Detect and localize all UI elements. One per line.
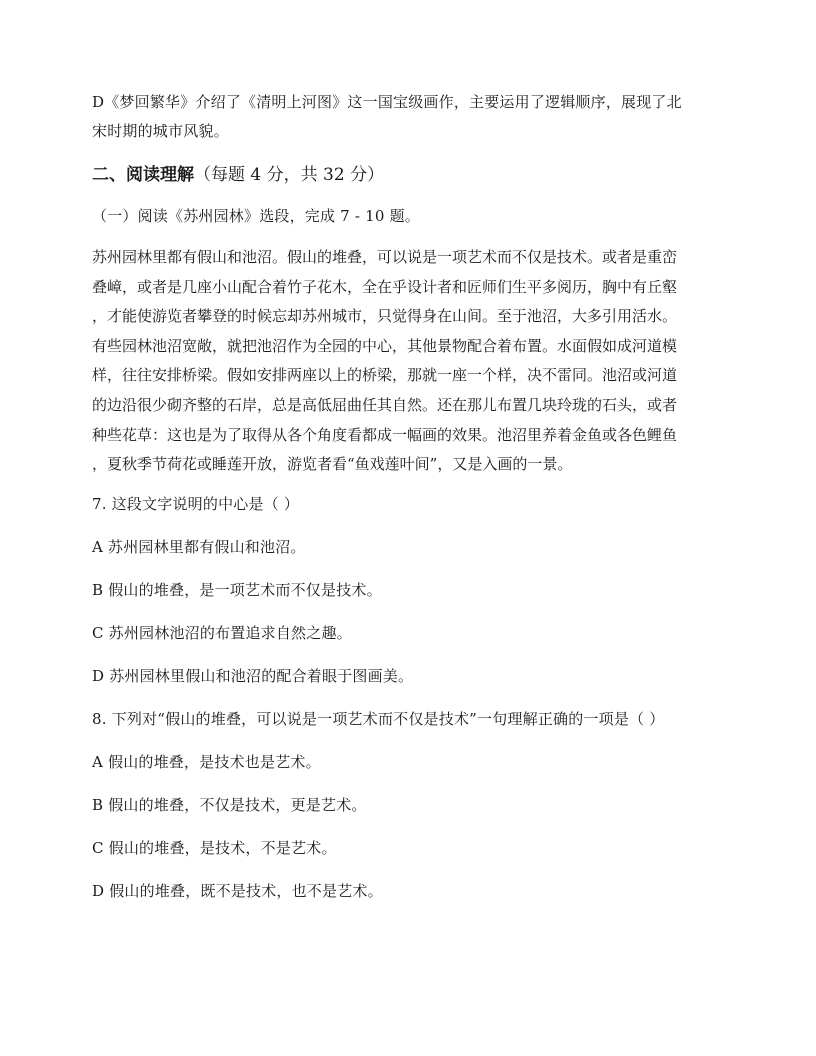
document-page xyxy=(92,88,724,920)
section-title: 二、阅读理解 xyxy=(92,165,194,185)
question-option: B 假山的堆叠，不仅是技术，更是艺术。 xyxy=(92,795,367,814)
question-option: A 假山的堆叠，是技术也是艺术。 xyxy=(92,752,321,771)
passage-line: 叠嶂，或者是几座小山配合着竹子花木，全在乎设计者和匠师们生平多阅历，胸中有丘壑 xyxy=(92,277,678,296)
previous-option-d xyxy=(92,88,724,146)
passage-line: 有些园林池沼宽敞，就把池沼作为全园的中心，其他景物配合着布置。水面假如成河道模 xyxy=(92,336,678,355)
passage-line: ，才能使游览者攀登的时候忘却苏州城市，只觉得身在山间。至于池沼，大多引用活水。 xyxy=(92,307,678,326)
passage-line: 的边沿很少砌齐整的石岸，总是高低屈曲任其自然。还在那儿布置几块玲珑的石头，或者 xyxy=(92,395,678,414)
section-score-note: （每题 4 分，共 32 分） xyxy=(194,165,385,185)
passage xyxy=(92,243,724,480)
question-option: A 苏州园林里都有假山和池沼。 xyxy=(92,537,306,556)
passage-line: 苏州园林里都有假山和池沼。假山的堆叠，可以说是一项艺术而不仅是技术。或者是重峦 xyxy=(92,248,678,266)
section-intro: （一）阅读《苏州园林》选段，完成 7 - 10 题。 xyxy=(92,207,420,225)
question-8 xyxy=(92,705,724,906)
passage-line: 种些花草：这也是为了取得从各个角度看都成一幅画的效果。池沼里养着金鱼或各色鲤鱼 xyxy=(92,425,678,444)
question-option: C 假山的堆叠，是技术，不是艺术。 xyxy=(92,838,337,857)
question-stem: 7. 这段文字说明的中心是（ ） xyxy=(92,494,300,513)
question-option: C 苏州园林池沼的布置追求自然之趣。 xyxy=(92,623,352,642)
question-option: D 苏州园林里假山和池沼的配合着眼于图画美。 xyxy=(92,666,414,685)
passage-line: 样，往往安排桥梁。假如安排两座以上的桥梁，那就一座一个样，决不雷同。池沼或河道 xyxy=(92,366,678,385)
section-heading xyxy=(92,160,724,190)
question-7 xyxy=(92,490,724,691)
question-stem: 8. 下列对“假山的堆叠，可以说是一项艺术而不仅是技术”一句理解正确的一项是（ ） xyxy=(92,709,665,728)
previous-option-line: D《梦回繁华》介绍了《清明上河图》这一国宝级画作，主要运用了逻辑顺序，展现了北 xyxy=(92,93,682,111)
question-option: D 假山的堆叠，既不是技术，也不是艺术。 xyxy=(92,881,383,900)
passage-line: ，夏秋季节荷花或睡莲开放，游览者看“鱼戏莲叶间”，又是入画的一景。 xyxy=(92,455,573,474)
question-option: B 假山的堆叠，是一项艺术而不仅是技术。 xyxy=(92,580,382,599)
previous-option-line: 宋时期的城市风貌。 xyxy=(92,122,229,140)
